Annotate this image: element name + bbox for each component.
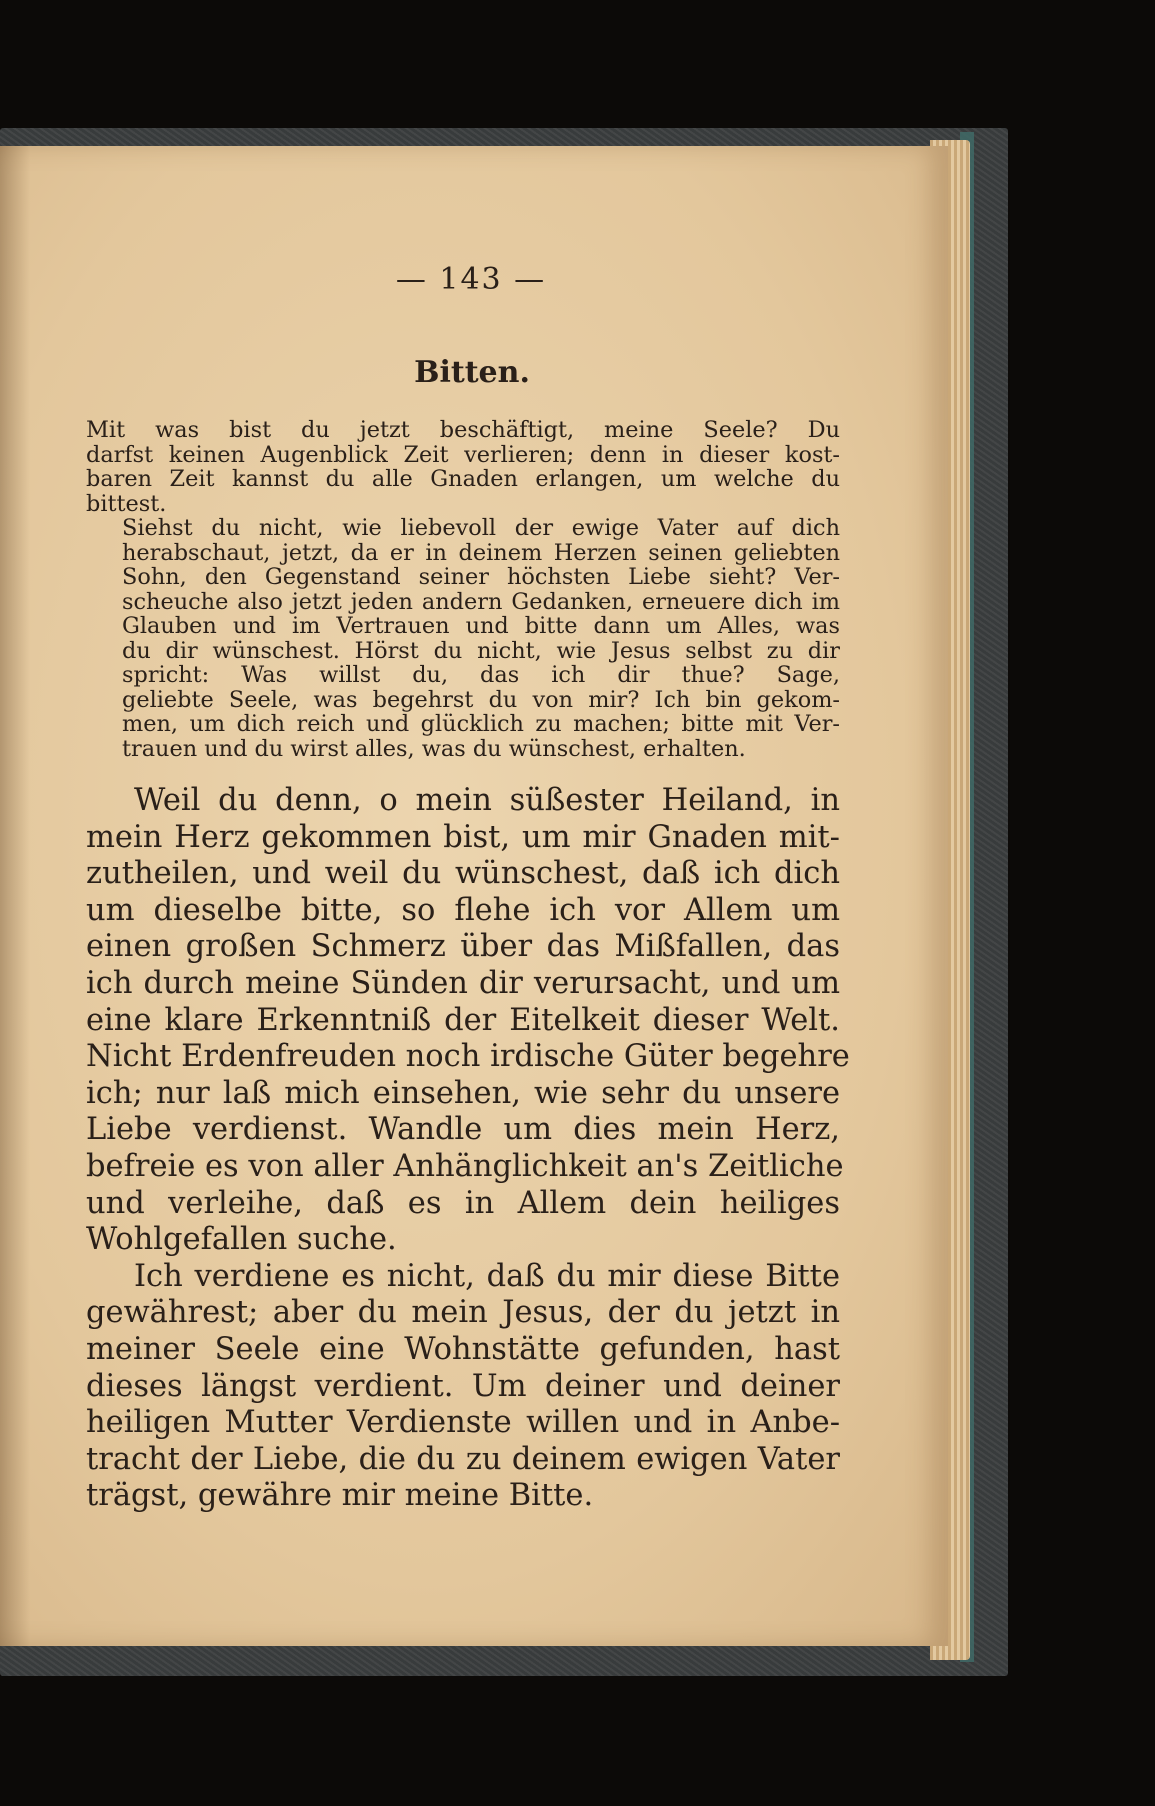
intro-text bbox=[86, 418, 840, 761]
text-line: trauen und du wirst alles, was du wünschest, erhalten. bbox=[122, 735, 746, 762]
text-line: um dieselbe bitte, so flehe ich vor Allem um bbox=[86, 892, 840, 928]
text-line: baren Zeit kannst du alle Gnaden erlangen, um welche du bbox=[86, 466, 840, 492]
text-line: meiner Seele eine Wohnstätte gefunden, hast bbox=[86, 1331, 840, 1367]
text-line: einen großen Schmerz über das Mißfallen, das bbox=[86, 929, 840, 965]
text-line: Nicht Erdenfreuden noch irdische Güter begehre bbox=[86, 1039, 850, 1075]
text-line: und verleihe, daß es in Allem dein heiliges bbox=[86, 1185, 840, 1221]
text-line: Ich verdiene es nicht, daß du mir diese Bitte bbox=[134, 1258, 840, 1294]
text-line: bittest. bbox=[86, 490, 167, 517]
text-line: zutheilen, und weil du wünschest, daß ich dich bbox=[86, 856, 840, 892]
intro-paragraph-1 bbox=[86, 418, 840, 516]
text-line: Mit was bist du jetzt beschäftigt, meine Seele? Du bbox=[86, 417, 840, 443]
text-line: Siehst du nicht, wie liebevoll der ewige Vater auf dich bbox=[122, 515, 840, 541]
page-content bbox=[86, 262, 850, 1515]
text-line: trägst, gewähre mir meine Bitte. bbox=[86, 1478, 594, 1514]
intro-paragraph-2 bbox=[86, 516, 840, 761]
prayer-paragraph-2 bbox=[86, 1259, 840, 1515]
text-line: ich; nur laß mich einsehen, wie sehr du unsere bbox=[86, 1075, 840, 1111]
text-line: Wohlgefallen suche. bbox=[86, 1222, 397, 1258]
text-line: Glauben und im Vertrauen und bitte dann um Alles, was bbox=[122, 613, 840, 639]
text-line: heiligen Mutter Verdienste willen und in Anbe- bbox=[86, 1405, 840, 1441]
text-line: tracht der Liebe, die du zu deinem ewigen Vater bbox=[86, 1441, 840, 1477]
text-line: Liebe verdienst. Wandle um dies mein Herz, bbox=[86, 1112, 840, 1148]
prayer-paragraph-1 bbox=[86, 783, 850, 1259]
spine-shadow bbox=[0, 146, 30, 1646]
text-line: eine klare Erkenntniß der Eitelkeit dieser Welt. bbox=[86, 1002, 840, 1038]
text-line: du dir wünschest. Hörst du nicht, wie Jesus selbst zu dir bbox=[122, 637, 840, 664]
text-line: geliebte Seele, was begehrst du von mir? Ich bin gekom- bbox=[122, 686, 840, 713]
text-line: dieses längst verdient. Um deiner und deiner bbox=[86, 1368, 840, 1404]
text-line: mein Herz gekommen bist, um mir Gnaden mit- bbox=[86, 819, 840, 855]
text-line: ich durch meine Sünden dir verursacht, und um bbox=[86, 965, 840, 1001]
text-line: Weil du denn, o mein süßester Heiland, in bbox=[134, 783, 840, 818]
prayer-text bbox=[86, 783, 850, 1515]
page-number: — 143 — bbox=[395, 262, 547, 297]
text-line: Sohn, den Gegenstand seiner höchsten Liebe sieht? Ver- bbox=[122, 564, 840, 590]
text-line: scheuche also jetzt jeden andern Gedanken, erneuere dich im bbox=[122, 588, 840, 615]
text-line: gewährest; aber du mein Jesus, der du jetzt in bbox=[86, 1295, 840, 1331]
text-line: darfst keinen Augenblick Zeit verlieren; denn in dieser kost- bbox=[86, 441, 840, 468]
text-line: befreie es von aller Anhänglichkeit an's Zeitliche bbox=[86, 1148, 844, 1184]
text-line: spricht: Was willst du, das ich dir thue? Sage, bbox=[122, 662, 840, 688]
text-line: herabschaut, jetzt, da er in deinem Herzen seinen geliebten bbox=[122, 539, 840, 566]
text-line: men, um dich reich und glücklich zu machen; bitte mit Ver- bbox=[122, 711, 840, 737]
section-title: Bitten. bbox=[414, 355, 530, 390]
